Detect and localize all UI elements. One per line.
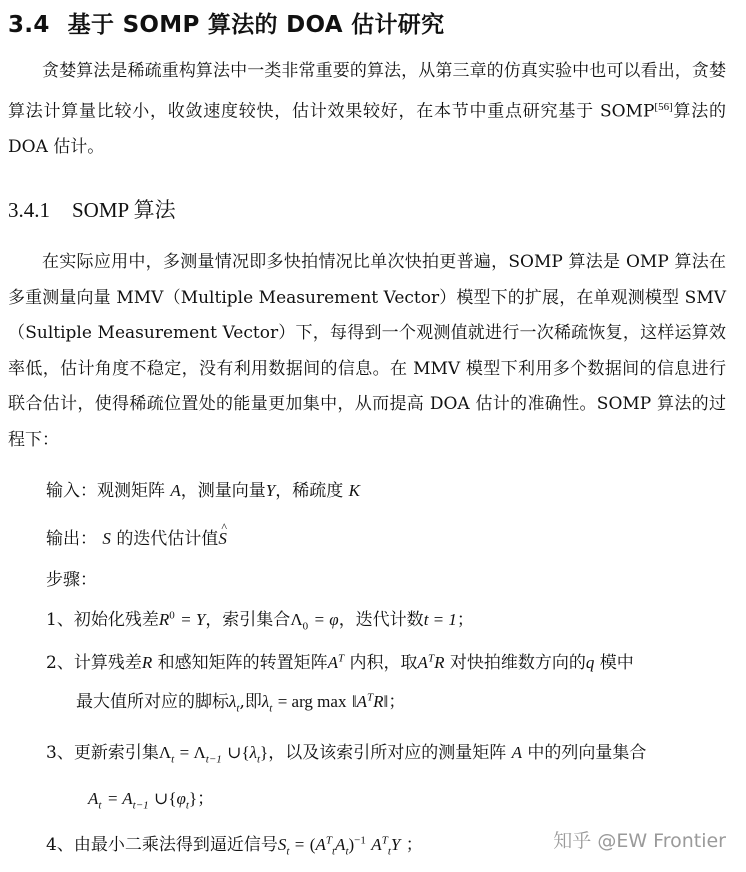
input-var-y: Y <box>265 481 276 500</box>
step4-var-a3: A <box>371 835 382 854</box>
step2-var-r3: R <box>373 692 384 711</box>
step2-sup-3: T <box>367 691 374 704</box>
step2-text-1: 2、计算残差 <box>46 653 142 673</box>
step4-eq: = <box>294 835 305 854</box>
brace-close: } <box>260 743 269 762</box>
step2-text-5: 模中 <box>599 653 634 673</box>
step3-line2-sub-1: t <box>98 799 102 812</box>
step2-var-r2: R <box>434 653 445 672</box>
input-text-2: ，测量向量 <box>180 481 266 501</box>
section-number: 3.4 <box>8 12 50 38</box>
citation-ref: [56] <box>654 100 673 113</box>
step2-var-a: A <box>327 653 339 672</box>
step3-line2-var-phi: φ <box>176 789 186 808</box>
intro-text-1: 贪婪算法是稀疏重构算法中一类非常重要的算法，从第三章的仿真实验中也可以看出，贪婪算法计算量比较小，收敛速度较快，估计效果较好，在本节中重点研究基于 SOMP <box>8 61 726 122</box>
step3-sub-1: t <box>171 753 175 766</box>
step1-text-2: ，索引集合 <box>205 610 291 630</box>
step4-var-a1: A <box>315 835 326 854</box>
paren-close: ) <box>348 835 355 854</box>
step2-end: ； <box>388 692 406 712</box>
section-title-text: 基于 SOMP 算法的 DOA 估计研究 <box>67 12 445 38</box>
output-text: 的迭代估计值 <box>116 529 219 549</box>
step3-text-2: ，以及该索引所对应的测量矩阵 <box>268 743 507 763</box>
step2-var-a3: A <box>356 692 368 711</box>
body-paragraph: 在实际应用中，多测量情况即多快拍情况比单次快拍更普遍，SOMP 算法是 OMP 算法在多重测量向量 MMV（Multiple Measurement Vector）模型下的扩展，在单观测模型 SMV（Sultiple Measurement Vector）下，每得到一个观测值就进行一次稀疏恢复，这样运算效率低，估计角度不稳定，没有利用数据间的信息。在 MMV 模型下利用多个数据间的信息进行联合估计，使得稀疏位置处的能量更加集中，从而提高 DOA 估计的准确性。SOMP 算法的过程下： <box>8 252 726 450</box>
step2-var-lambda: λ <box>229 692 237 711</box>
norm-close: ‖ <box>383 692 389 711</box>
step4-var-a2: A <box>335 835 346 854</box>
algorithm-output <box>46 524 227 549</box>
step2-sup-1: T <box>338 652 345 665</box>
input-var-k: K <box>348 481 361 500</box>
brace-open: { <box>241 743 250 762</box>
step1-eq3: t = 1 <box>423 610 457 629</box>
input-var-a: A <box>170 481 181 500</box>
step3-var-lambda: Λ <box>158 743 172 762</box>
zhihu-watermark: 知乎 @EW Frontier <box>553 830 726 852</box>
steps-label: 步骤： <box>46 570 97 590</box>
step2-text-4: 对快拍维数方向的 <box>449 653 586 673</box>
subsection-title-text: SOMP 算法 <box>72 198 176 222</box>
step2-text-3: 内积，取 <box>349 653 418 673</box>
step4-sup-1: T <box>325 834 332 847</box>
step-1 <box>46 605 474 632</box>
step4-sub-1: t <box>286 845 290 858</box>
step1-eq2-rhs: = φ <box>313 610 339 629</box>
step2-line2-text-1: 最大值所对应的脚标 <box>76 692 229 712</box>
step-3 <box>46 738 646 765</box>
output-label: 输出： <box>46 529 97 549</box>
step4-var-s: S <box>277 835 287 854</box>
step4-sub-4: t <box>387 845 391 858</box>
step3-var-lambda-t: λ <box>249 743 257 762</box>
step4-var-y: Y <box>390 835 401 854</box>
step4-end: ； <box>405 835 423 855</box>
step1-var-lambda: Λ <box>290 610 303 629</box>
input-label: 输入： <box>46 481 97 501</box>
step2-var-r: R <box>141 653 153 672</box>
step-2 <box>46 648 634 673</box>
step3-sub-2: t−1 <box>205 753 222 766</box>
step3-eq: = Λ <box>179 743 206 762</box>
step2-argmax: = arg max <box>277 692 347 711</box>
step2-sub-2: t <box>269 702 273 715</box>
step4-sub-2: t <box>331 845 336 858</box>
step3-text-1: 3、更新索引集 <box>46 743 159 763</box>
step4-sup-2: T <box>381 834 388 847</box>
input-text-1: 观测矩阵 <box>97 481 165 501</box>
step3-line2-var-a: A <box>88 789 99 808</box>
step-2-line-2 <box>76 687 405 714</box>
step3-line2-sub-3: t <box>185 799 189 812</box>
step3-line2-sub-2: t−1 <box>132 799 149 812</box>
step2-sup-2: T <box>427 652 435 665</box>
step3-union: ∪ <box>227 743 242 762</box>
paren-open: ( <box>309 835 316 854</box>
step4-sub-3: t <box>345 845 349 858</box>
step1-sup: 0 <box>169 609 175 622</box>
step1-eq-rhs: = Y <box>180 610 206 629</box>
step-4 <box>46 830 423 857</box>
step4-text-1: 4、由最小二乘法得到逼近信号 <box>46 835 278 855</box>
brace-close-2: } <box>188 789 198 808</box>
step1-end: ； <box>456 610 474 630</box>
step2-var-lambda2: λ <box>261 692 270 711</box>
step2-text-2: 和感知矩阵的转置矩阵 <box>157 653 328 673</box>
step4-inverse: −1 <box>354 834 366 847</box>
step-3-line-2 <box>88 784 214 811</box>
step1-sub: 0 <box>302 620 309 633</box>
step3-line2-end: ； <box>197 789 215 809</box>
step3-var-a: A <box>511 743 523 762</box>
step3-line2-union: ∪ <box>154 789 169 808</box>
output-var-s: S <box>102 529 111 548</box>
algorithm-input <box>46 476 360 501</box>
step2-var-a2: A <box>417 653 428 672</box>
output-var-s-hat: ^ S <box>218 529 227 549</box>
step2-sub-1: t <box>236 702 240 715</box>
step2-line2-text-2: ,即 <box>239 692 262 712</box>
subsection-heading <box>8 194 176 224</box>
intro-text-2: 算法的 DOA 估计。 <box>8 101 726 157</box>
step3-line2-eq: = A <box>106 789 133 808</box>
step1-var-r: R <box>158 610 170 629</box>
step1-text-3: ，迭代计数 <box>338 610 424 630</box>
subsection-number: 3.4.1 <box>8 198 50 222</box>
brace-open-2: { <box>168 789 177 808</box>
step2-var-q: q <box>585 653 595 672</box>
input-text-3: ，稀疏度 <box>275 481 344 501</box>
section-heading <box>8 6 444 39</box>
step3-text-3: 中的列向量集合 <box>527 743 647 763</box>
step3-sub-3: t <box>256 753 261 766</box>
intro-paragraph <box>8 54 726 165</box>
step1-text-1: 1、初始化残差 <box>46 610 159 630</box>
norm-open: ‖ <box>351 692 357 711</box>
